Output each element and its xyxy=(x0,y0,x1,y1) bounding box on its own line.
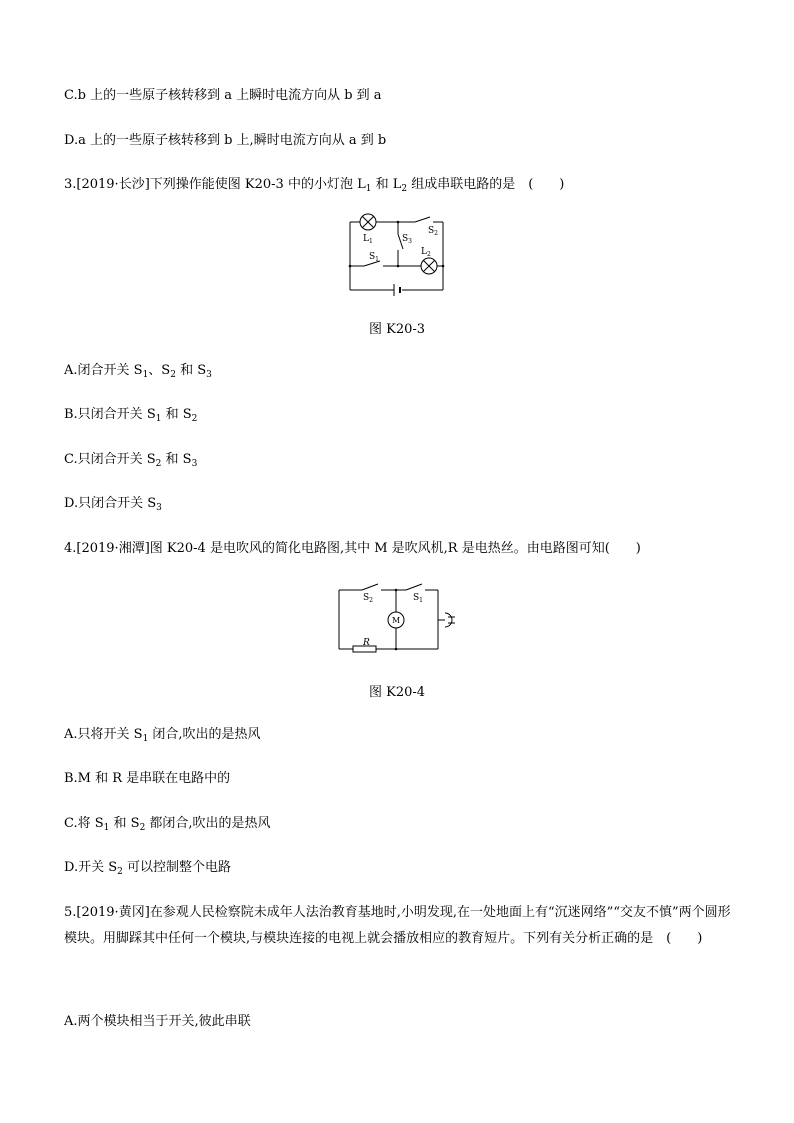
q3-option-d[interactable]: D.只闭合开关 $S_3$ xyxy=(64,496,162,513)
label-s2: $S_2$ xyxy=(363,593,373,604)
label-s1: $S_1$ xyxy=(413,593,423,604)
option-d-prev: D.a 上的一些原子核转移到 b 上,瞬时电流方向从 a 到 b xyxy=(64,133,387,148)
q3-option-b[interactable]: B.只闭合开关 $S_1$ 和 $S_2$ xyxy=(64,407,198,424)
label-s1: $S_1$ xyxy=(369,252,379,263)
option-c-prev: C.b 上的一些原子核转移到 a 上瞬时电流方向从 b 到 a xyxy=(64,88,382,103)
q4-option-d[interactable]: D.开关 $S_2$ 可以控制整个电路 xyxy=(64,860,232,877)
q3-option-a[interactable]: A.闭合开关 $S_1$、$S_2$ 和 $S_3$ xyxy=(64,363,212,380)
q3-stem: 3.[2019·长沙]下列操作能使图 K20-3 中的小灯泡 $L_1$ 和 $L_2$ 组成串联电路的是 ( ) xyxy=(64,177,565,194)
q4-stem: 4.[2019·湘潭]图 K20-4 是电吹风的简化电路图,其中 M 是吹风机,R 是电热丝。由电路图可知( ) xyxy=(64,541,641,556)
label-resistor-r: R xyxy=(363,638,370,648)
q5-option-a[interactable]: A.两个模块相当于开关,彼此串联 xyxy=(64,1014,251,1029)
q4-option-c[interactable]: C.将 $S_1$ 和 $S_2$ 都闭合,吹出的是热风 xyxy=(64,816,271,833)
label-motor-m: M xyxy=(392,616,401,625)
q5-stem: 5.[2019·黄冈]在参观人民检察院未成年人法治教育基地时,小明发现,在一处地面上有“沉迷网络”“交友不慎”两个圆形模块。用脚踩其中任何一个模块,与模块连接的电视上就会播放相应的教育短片。下列有关分析正确的是 ( ) xyxy=(64,905,731,946)
q4-option-b[interactable]: B.M 和 R 是串联在电路中的 xyxy=(64,771,231,786)
label-l2: $L_2$ xyxy=(421,247,431,258)
q4-option-a[interactable]: A.只将开关 $S_1$ 闭合,吹出的是热风 xyxy=(64,727,261,744)
figure-caption-k20-3: 图 K20-3 xyxy=(368,322,426,337)
circuit-figure-k20-4 xyxy=(336,580,466,652)
q3-option-c[interactable]: C.只闭合开关 $S_2$ 和 $S_3$ xyxy=(64,452,198,469)
figure-caption-k20-4: 图 K20-4 xyxy=(368,685,426,700)
label-l1: $L_1$ xyxy=(363,234,373,245)
label-s2: $S_2$ xyxy=(428,226,438,237)
label-s3: $S_3$ xyxy=(402,234,412,245)
circuit-figure-k20-3 xyxy=(340,208,460,300)
